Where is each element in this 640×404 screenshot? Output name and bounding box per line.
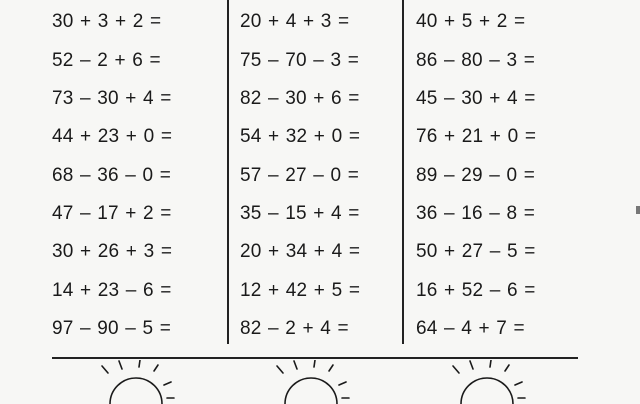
problem-1-5: 68 – 36 – 0 = [52,165,172,186]
problem-2-4: 54 + 32 + 0 = [240,126,361,147]
problem-1-9: 97 – 90 – 5 = [52,318,172,339]
problem-2-5: 57 – 27 – 0 = [240,165,360,186]
problem-2-1: 20 + 4 + 3 = [240,11,350,32]
problem-1-1: 30 + 3 + 2 = [52,11,162,32]
problem-3-8: 16 + 52 – 6 = [416,280,536,301]
problem-1-4: 44 + 23 + 0 = [52,126,173,147]
problem-1-3: 73 – 30 + 4 = [52,88,172,109]
problem-1-8: 14 + 23 – 6 = [52,280,172,301]
problem-2-6: 35 – 15 + 4 = [240,203,360,224]
problem-2-3: 82 – 30 + 6 = [240,88,360,109]
problem-2-8: 12 + 42 + 5 = [240,280,361,301]
problem-3-4: 76 + 21 + 0 = [416,126,537,147]
problem-3-9: 64 – 4 + 7 = [416,318,525,339]
bottom-divider [52,357,578,359]
problem-1-7: 30 + 26 + 3 = [52,241,173,262]
sun-icon [271,360,351,404]
problem-2-7: 20 + 34 + 4 = [240,241,361,262]
problem-2-9: 82 – 2 + 4 = [240,318,349,339]
problem-3-7: 50 + 27 – 5 = [416,241,536,262]
sun-icon [96,360,176,404]
column-divider-2 [402,0,404,344]
problem-3-6: 36 – 16 – 8 = [416,203,536,224]
problem-3-5: 89 – 29 – 0 = [416,165,536,186]
sun-icon [447,360,527,404]
problem-2-2: 75 – 70 – 3 = [240,50,360,71]
page-edge-mark [636,206,640,214]
problem-1-2: 52 – 2 + 6 = [52,50,161,71]
problem-3-3: 45 – 30 + 4 = [416,88,536,109]
problem-3-1: 40 + 5 + 2 = [416,11,526,32]
problem-1-6: 47 – 17 + 2 = [52,203,172,224]
column-divider-1 [227,0,229,344]
problem-3-2: 86 – 80 – 3 = [416,50,536,71]
